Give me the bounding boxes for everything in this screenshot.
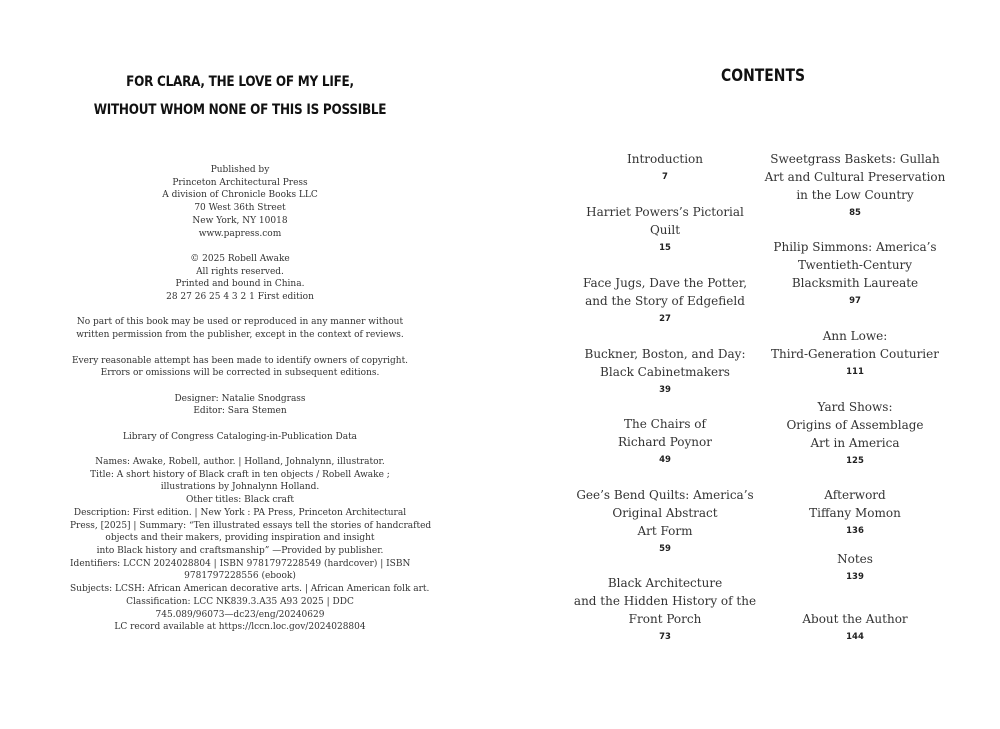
imprint-line: into Black history and craftsmanship” —Provided by publisher. bbox=[96, 546, 384, 556]
toc-page-number: 97 bbox=[849, 296, 861, 306]
toc-page-number: 125 bbox=[846, 456, 864, 466]
toc-entry[interactable] bbox=[570, 415, 760, 467]
toc-page-number: 144 bbox=[846, 632, 864, 642]
toc-page-number: 49 bbox=[659, 455, 671, 465]
imprint-line: Title: A short history of Black craft in ten objects / Robell Awake ; bbox=[90, 469, 390, 480]
toc-entry-title bbox=[760, 327, 950, 363]
toc-entry-title bbox=[760, 238, 950, 292]
toc-page-number: 7 bbox=[662, 172, 668, 182]
imprint-line: www.papress.com bbox=[198, 228, 282, 239]
copyright-imprint bbox=[70, 164, 432, 647]
toc-title-line: Black Architecture bbox=[607, 576, 723, 590]
toc-title-line: Tiffany Momon bbox=[809, 506, 901, 520]
toc-title-line: Black Cabinetmakers bbox=[600, 365, 730, 379]
toc-title-line: and the Story of Edgefield bbox=[585, 294, 745, 308]
publisher-block bbox=[70, 164, 410, 240]
toc-title-line: Twentieth-Century bbox=[797, 258, 913, 272]
copyright-notice-block bbox=[70, 355, 410, 380]
toc-entry-title bbox=[570, 203, 760, 239]
imprint-line: illustrations by Johnalynn Holland. bbox=[160, 482, 320, 493]
toc-title-line: Front Porch bbox=[628, 612, 702, 626]
toc-entry[interactable] bbox=[570, 203, 760, 255]
imprint-line: Other titles: Black craft bbox=[186, 495, 294, 506]
toc-title-line: Gee’s Bend Quilts: America’s bbox=[576, 488, 754, 502]
imprint-line: All rights reserved. bbox=[196, 266, 284, 277]
imprint-line: Editor: Sara Stemen bbox=[193, 406, 287, 417]
toc-entry-title bbox=[570, 486, 760, 540]
toc-title-line: Sweetgrass Baskets: Gullah bbox=[770, 152, 940, 166]
toc-page-number: 73 bbox=[659, 632, 671, 642]
toc-page-number: 39 bbox=[659, 385, 671, 395]
toc-entry-title bbox=[760, 550, 950, 568]
cip-heading: Library of Congress Cataloging-in-Publication Data bbox=[122, 431, 358, 442]
imprint-line: Princeton Architectural Press bbox=[172, 177, 308, 188]
imprint-line: A division of Chronicle Books LLC bbox=[162, 190, 318, 201]
toc-entry[interactable] bbox=[570, 574, 760, 644]
imprint-line: Subjects: LCSH: African American decorative arts. | African American folk art. bbox=[70, 584, 430, 595]
cip-heading-block bbox=[70, 431, 410, 444]
toc-page-number: 139 bbox=[846, 572, 864, 582]
toc-entry-title bbox=[570, 415, 760, 451]
imprint-line: Classification: LCC NK839.3.A35 A93 2025 | DDC bbox=[126, 596, 354, 607]
toc-entry[interactable] bbox=[570, 486, 760, 556]
toc-entry[interactable] bbox=[760, 486, 950, 538]
imprint-line: Names: Awake, Robell, author. | Holland, Johnalynn, illustrator. bbox=[95, 457, 385, 468]
toc-page-number: 85 bbox=[849, 208, 861, 218]
toc-entry[interactable] bbox=[760, 327, 950, 379]
toc-entry-title bbox=[570, 150, 760, 168]
toc-title-line: Notes bbox=[837, 552, 873, 566]
imprint-line: Description: First edition. | New York : PA Press, Princeton Architectural bbox=[73, 507, 407, 518]
toc-page-number: 15 bbox=[659, 243, 671, 253]
toc-title-line: Harriet Powers’s Pictorial bbox=[586, 205, 744, 219]
imprint-line: New York, NY 10018 bbox=[192, 215, 288, 226]
toc-title-line: Blacksmith Laureate bbox=[791, 276, 919, 290]
imprint-line: objects and their makers, providing inspiration and insight bbox=[105, 533, 375, 544]
imprint-line: Identifiers: LCCN 2024028804 | ISBN 9781797228549 (hardcover) | ISBN bbox=[70, 558, 411, 569]
toc-page-number: 27 bbox=[659, 314, 671, 324]
imprint-line: Press, [2025] | Summary: “Ten illustrated essays tell the stories of handcrafted bbox=[70, 520, 432, 531]
toc-title-line: Yard Shows: bbox=[817, 400, 893, 414]
imprint-line: 70 West 36th Street bbox=[194, 203, 286, 214]
imprint-line: 9781797228556 (ebook) bbox=[184, 571, 296, 582]
toc-title-line: The Chairs of bbox=[624, 417, 706, 431]
toc-title-line: Third-Generation Couturier bbox=[771, 347, 939, 361]
toc-title-line: Original Abstract bbox=[612, 506, 718, 520]
toc-title-line: Origins of Assemblage bbox=[786, 418, 924, 432]
toc-entry[interactable] bbox=[760, 238, 950, 308]
imprint-line: Printed and bound in China. bbox=[175, 279, 305, 290]
toc-entry-title bbox=[760, 610, 950, 628]
toc-title-line: Art Form bbox=[637, 524, 693, 538]
contents-title: CONTENTS bbox=[721, 66, 805, 86]
toc-title-line: Richard Poynor bbox=[618, 435, 712, 449]
toc-title-line: Art and Cultural Preservation bbox=[764, 170, 946, 184]
toc-title-line: Art in America bbox=[810, 436, 900, 450]
toc-entry[interactable] bbox=[760, 550, 950, 584]
toc-title-line: Ann Lowe: bbox=[822, 329, 888, 343]
imprint-line: Designer: Natalie Snodgrass bbox=[174, 393, 306, 404]
imprint-line: 745.089/96073—dc23/eng/20240629 bbox=[155, 609, 325, 620]
toc-page-number: 136 bbox=[846, 526, 864, 536]
toc-entry-title bbox=[760, 150, 950, 204]
imprint-line: Errors or omissions will be corrected in subsequent editions. bbox=[100, 368, 380, 379]
toc-entry-title bbox=[570, 345, 760, 381]
toc-entry-title bbox=[570, 574, 760, 628]
dedication-line: FOR CLARA, THE LOVE OF MY LIFE, bbox=[126, 74, 354, 90]
toc-entry[interactable] bbox=[570, 150, 760, 184]
toc-title-line: and the Hidden History of the bbox=[573, 594, 757, 608]
right-page bbox=[500, 0, 1000, 729]
reproduction-block bbox=[70, 316, 410, 341]
toc-entry[interactable] bbox=[760, 150, 950, 220]
imprint-line: Every reasonable attempt has been made to identify owners of copyright. bbox=[71, 355, 409, 366]
toc-entry[interactable] bbox=[760, 610, 950, 644]
toc-title-line: Buckner, Boston, and Day: bbox=[584, 347, 746, 361]
toc-page-number: 111 bbox=[846, 367, 864, 377]
cip-block bbox=[70, 456, 432, 634]
toc-entry[interactable] bbox=[570, 345, 760, 397]
toc-title-line: About the Author bbox=[802, 612, 908, 626]
credits-block bbox=[70, 393, 410, 418]
imprint-line: 28 27 26 25 4 3 2 1 First edition bbox=[166, 292, 314, 303]
toc-title-line: Face Jugs, Dave the Potter, bbox=[582, 276, 748, 290]
dedication bbox=[68, 68, 412, 124]
dedication-line: WITHOUT WHOM NONE OF THIS IS POSSIBLE bbox=[93, 102, 387, 118]
toc-page-number: 59 bbox=[659, 544, 671, 554]
toc-title-line: in the Low Country bbox=[796, 188, 914, 202]
toc-entry-title bbox=[570, 274, 760, 310]
imprint-line: © 2025 Robell Awake bbox=[190, 253, 290, 264]
imprint-line: LC record available at https://lccn.loc.gov/2024028804 bbox=[114, 622, 366, 633]
toc-title-line: Introduction bbox=[627, 152, 703, 166]
toc-title-line: Afterword bbox=[824, 488, 886, 502]
toc-entry[interactable] bbox=[570, 274, 760, 326]
toc-title-line: Philip Simmons: America’s bbox=[773, 240, 937, 254]
toc-title-line: Quilt bbox=[649, 223, 681, 237]
imprint-line: Published by bbox=[210, 165, 270, 175]
toc-entry[interactable] bbox=[760, 398, 950, 468]
imprint-line: No part of this book may be used or reproduced in any manner without bbox=[76, 317, 404, 328]
toc-entry-title bbox=[760, 398, 950, 452]
imprint-line: written permission from the publisher, except in the context of reviews. bbox=[76, 330, 404, 341]
rights-block bbox=[70, 253, 410, 304]
toc-entry-title bbox=[760, 486, 950, 522]
